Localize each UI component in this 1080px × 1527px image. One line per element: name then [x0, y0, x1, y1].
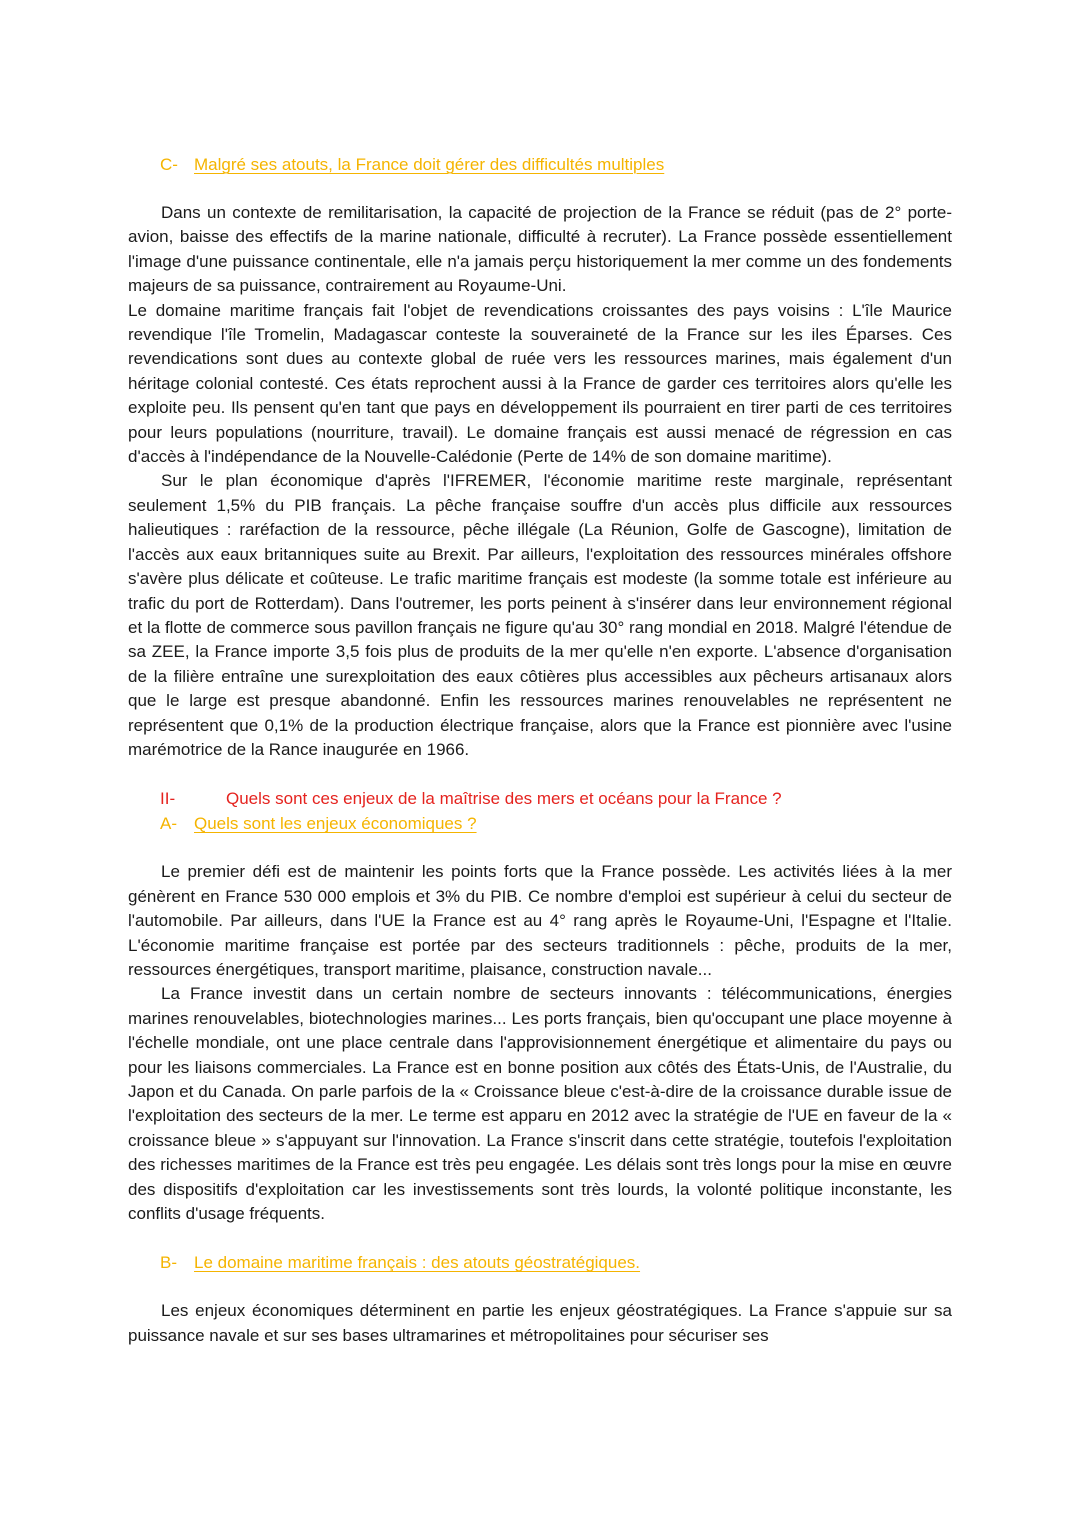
section-c-paragraph-3: Sur le plan économique d'après l'IFREMER, l'économie maritime reste marginale, représentant seulement 1,5% du PIB français. La pêche française souffre d'un accès plus difficile aux ressources halieutiques : raréfaction de la ressource, pêche illégale (La Réunion, Golfe de Gascogne), limitation de l'accès aux eaux britanniques suite au Brexit. Par ailleurs, l'exploitation des ressources minérales offshore s'avère plus délicate et coûteuse. Le trafic maritime français est modeste (la somme totale est inférieure au trafic du port de Rotterdam). Dans l'outremer, les ports peinent à s'insérer dans leur environnement régional et la flotte de commerce sous pavillon français ne figure qu'au 30° rang mondial en 2018. Malgré l'étendue de sa ZEE, la France importe 3,5 fois plus de produits de la mer qu'elle n'en exporte. L'absence d'organisation de la filière entraîne une surexploitation des eaux côtières plus accessibles aux pêcheurs artisanaux alors que le large est presque abandonné. Enfin les ressources marines renouvelables ne représentent ne représentent que 0,1% de la production électrique française, alors que la France est pionnière avec l'usine marémotrice de la Rance inaugurée en 1966.: [128, 471, 952, 759]
section-a-title: Quels sont les enjeux économiques ?: [194, 814, 477, 834]
section-a-heading: [128, 811, 952, 836]
section-b-number: B-: [160, 1253, 177, 1273]
part-two-heading: [128, 786, 952, 811]
section-c-title: Malgré ses atouts, la France doit gérer des difficultés multiples: [194, 155, 665, 174]
section-c-paragraph-1: Dans un contexte de remilitarisation, la capacité de projection de la France se réduit (pas de 2° porte-avion, baisse des effectifs de la marine nationale, difficulté à recruter). La France possède essentiellement l'image d'une puissance continentale, elle n'a jamais perçu historiquement la mer comme un des fondements majeurs de sa puissance, contrairement au Royaume-Uni.: [128, 203, 952, 296]
section-c-number: C-: [160, 155, 178, 174]
part-two-number: II-: [160, 789, 176, 809]
section-c-paragraph-2: Le domaine maritime français fait l'objet de revendications croissantes des pays voisins : L'île Maurice revendique l'île Tromelin, Madagascar conteste la souveraineté de la France sur les iles Éparses. Ces revendications sont dues au contexte global de ruée vers les ressources marines, mais également d'un héritage colonial contesté. Ces états reprochent aussi à la France de garder ces territoires alors qu'elle les exploite peu. Ils pensent qu'en tant que pays en développement ils pourraient en tirer parti de ces territoires pour leurs populations (nourriture, travail). Le domaine français est aussi menacé de régression en cas d'accès à l'indépendance de la Nouvelle-Calédonie (Perte de 14% de son domaine maritime).: [128, 300, 952, 467]
section-b-title: Le domaine maritime français : des atouts géostratégiques.: [194, 1253, 641, 1273]
section-a-paragraph-2: La France investit dans un certain nombre de secteurs innovants : télécommunications, énergies marines renouvelables, biotechnologies marines... Les ports français, bien qu'occupant une place moyenne à l'échelle mondiale, ont une place centrale dans l'approvisionnement énergétique et alimentaire du pays ou pour les liaisons commerciales. La France est en bonne position aux côtés des États-Unis, de l'Australie, du Japon et du Canada. On parle parfois de la « Croissance bleue c'est-à-dire de la croissance durable issue de l'exploitation des secteurs de la mer. Le terme est apparu en 2012 avec la stratégie de l'UE en faveur de la « croissance bleue » s'appuyant sur l'innovation. La France s'inscrit dans cette stratégie, toutefois l'exploitation des richesses maritimes de la France est très peu engagée. Les délais sont très longs pour la mise en œuvre des dispositifs d'exploitation car les investissements sont très lourds, la volonté politique inconstante, les conflits d'usage fréquents.: [128, 984, 952, 1224]
section-c-heading: [128, 152, 952, 177]
section-b-paragraph-1: Les enjeux économiques déterminent en partie les enjeux géostratégiques. La France s'appuie sur sa puissance navale et sur ses bases ultramarines et métropolitaines pour sécuriser ses: [128, 1301, 952, 1345]
document-page: [128, 152, 952, 1348]
section-b-heading: [128, 1250, 952, 1275]
section-a-paragraph-1: Le premier défi est de maintenir les points forts que la France possède. Les activités liées à la mer génèrent en France 530 000 emplois et 3% du PIB. Ce nombre d'emploi est supérieur à celui du secteur de l'automobile. Par ailleurs, dans l'UE la France est au 4° rang après le Royaume-Uni, l'Espagne et l'Italie. L'économie maritime française est portée par des secteurs traditionnels : pêche, produits de la mer, ressources énergétiques, transport maritime, plaisance, construction navale...: [128, 862, 952, 979]
section-a-number: A-: [160, 814, 177, 834]
part-two-title: Quels sont ces enjeux de la maîtrise des mers et océans pour la France ?: [226, 789, 782, 809]
